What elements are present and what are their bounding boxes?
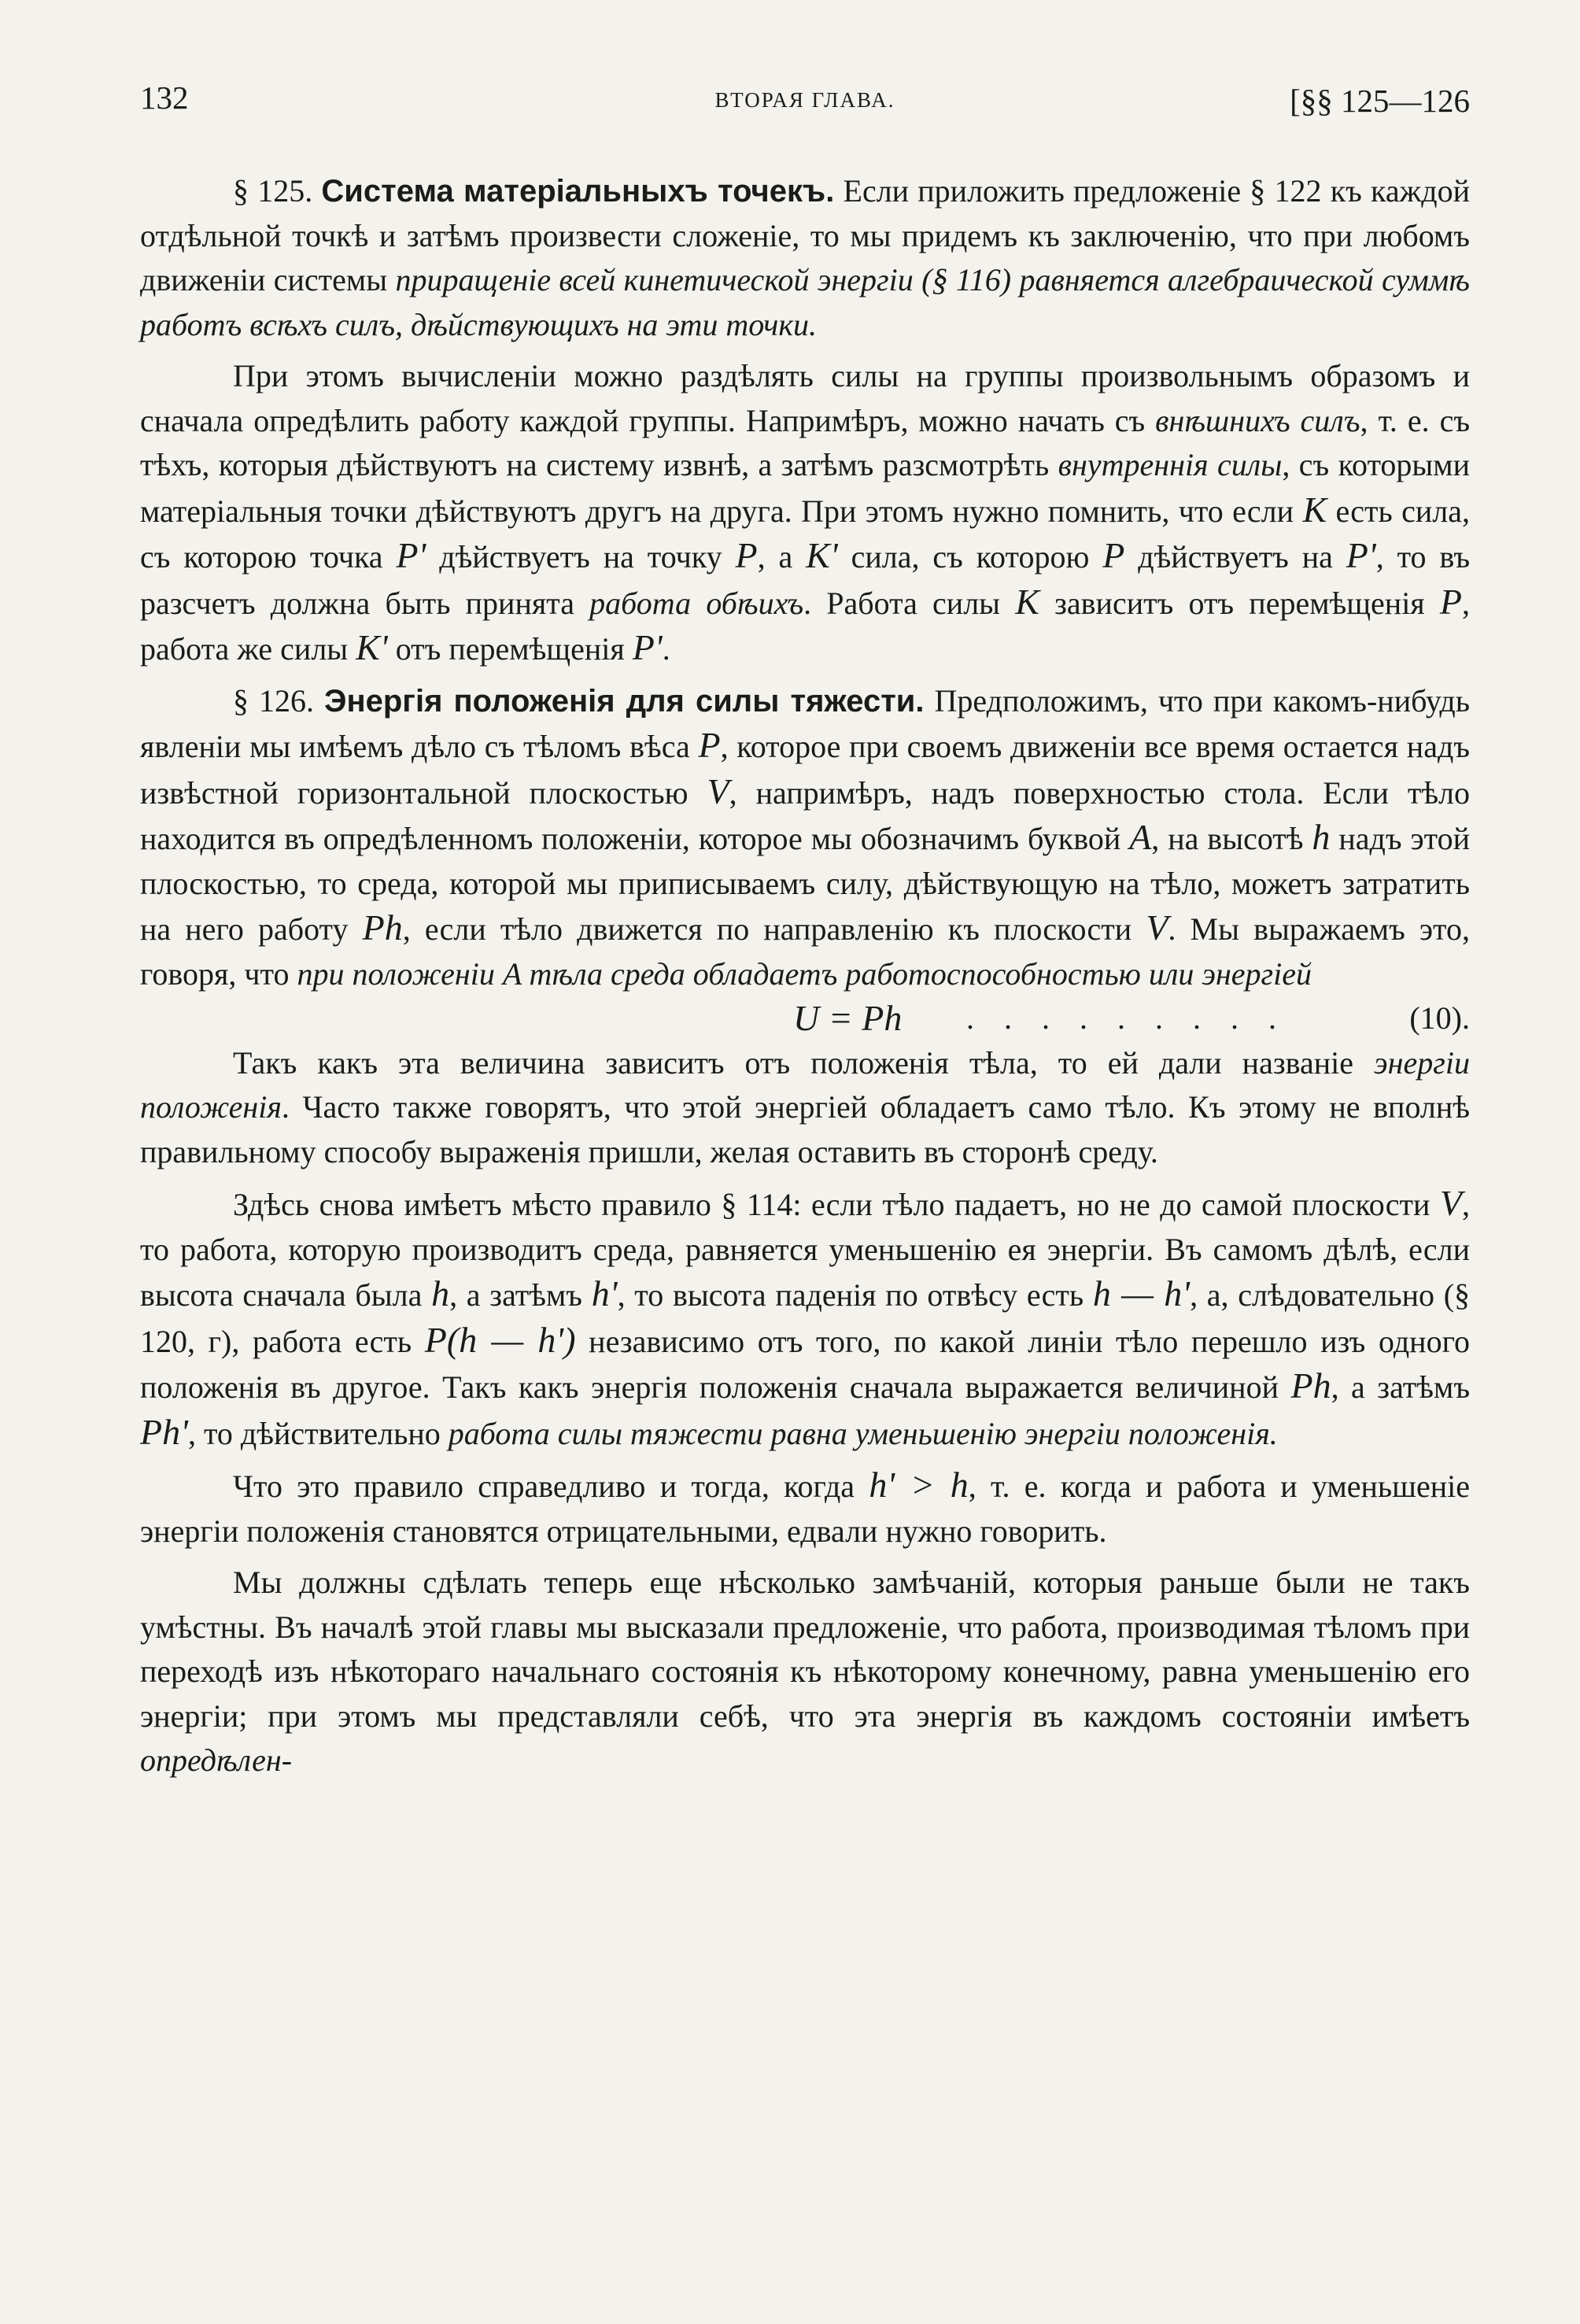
section-range: [§§ 125—126 [1290, 83, 1470, 119]
math-symbol: V [1439, 1183, 1462, 1223]
text-run: Такъ какъ эта величина зависитъ отъ положенія тѣла, то ей дали названіе [233, 1044, 1375, 1081]
section-126-heading: Энергія положенія для силы тяжести. [324, 683, 925, 719]
text-run: дѣйствуетъ на [1124, 539, 1346, 575]
text-run: сила, съ которою [837, 539, 1103, 575]
emphasis-text: работа силы тяжести равна уменьшенію энергіи положенія. [448, 1415, 1278, 1451]
math-symbol: h [1312, 817, 1331, 857]
text-run: Здѣсь снова имѣетъ мѣсто правило § 114: если тѣло падаетъ, но не до самой плоскости [233, 1187, 1440, 1222]
emphasis-text: опредѣлен- [140, 1742, 293, 1778]
math-symbol: K [1015, 581, 1039, 622]
text-run: , то въ разсчетъ должна быть принята [140, 539, 1471, 621]
text-run: зависитъ отъ перемѣщенія [1039, 585, 1440, 621]
text-run: Мы должны сдѣлать теперь еще нѣсколько замѣчаній, которыя раньше были не такъ умѣстны. Въ началѣ этой главы мы высказали предложеніе, что работа, производимая тѣломъ при переходѣ изъ нѣкотораго начальнаго состоянія къ нѣкоторому конечному, равна уменьшенію его энергіи; при этомъ мы представляли себѣ, что эта энергія въ каждомъ состояніи имѣетъ [140, 1565, 1470, 1734]
text-run: , если тѣло движется по направленію къ плоскости [402, 911, 1146, 947]
leader-dots: . . . . . . . . . [966, 1000, 1287, 1036]
math-symbol: h [431, 1273, 450, 1313]
text-run: Что это правило справедливо и тогда, когда [233, 1469, 869, 1504]
page-number: 132 [140, 79, 189, 116]
section-126-paragraph-3 [140, 1181, 1470, 1456]
text-run: есть сила, съ которою точка [140, 493, 1471, 575]
text-run: Предположимъ, что при какомъ-нибудь явленіи мы имѣемъ дѣло съ тѣломъ вѣса [140, 682, 1470, 764]
page-body [140, 169, 1470, 1783]
math-symbol: h' [591, 1273, 618, 1313]
text-run: , напримѣръ, надъ поверхностью стола. Если тѣло находится въ опредѣленномъ положеніи, которое мы обозначимъ буквой [140, 774, 1470, 856]
running-head [140, 79, 1470, 126]
emphasis-text: приращеніе всей кинетической энергіи (§ 116) равняется алгебраической суммѣ работъ всѣхъ силъ, дѣйствующихъ на эти точки. [140, 262, 1470, 342]
text-run: независимо отъ того, по какой линіи тѣло перешло изъ одного положенія въ другое. Такъ какъ энергія положенія сначала выражается величиной [140, 1323, 1470, 1405]
section-125-paragraph-1 [140, 169, 1470, 347]
text-run: , а [757, 539, 807, 575]
math-symbol: P' [1346, 535, 1376, 575]
math-symbol: Ph' [140, 1411, 188, 1452]
text-run: , а, слѣдовательно (§ 120, г), работа есть [140, 1277, 1471, 1359]
math-symbol: A [1129, 817, 1152, 857]
text-run: надъ этой плоскостью, то среда, которой мы приписываемъ силу, дѣйствующую на тѣло, можетъ затратить на него работу [140, 821, 1470, 947]
text-run: . Мы выражаемъ это, говоря, что [140, 911, 1471, 992]
text-run: , т. е. съ тѣхъ, которыя дѣйствуютъ на систему извнѣ, а затѣмъ разсмотрѣть [140, 402, 1471, 482]
section-126-paragraph-1 [140, 679, 1470, 997]
equation-10 [140, 996, 1470, 1041]
math-symbol: K [1302, 489, 1327, 530]
math-symbol: P [1102, 535, 1125, 575]
math-symbol: P' [396, 535, 426, 575]
math-expression: h' > h [869, 1465, 969, 1505]
text-run: отъ перемѣщенія [387, 631, 633, 667]
text-run: дѣйствуетъ на точку [426, 539, 736, 575]
text-run: , а затѣмъ [449, 1277, 592, 1313]
text-run: . [662, 631, 670, 667]
section-126-paragraph-5 [140, 1561, 1470, 1783]
math-symbol: Ph [1290, 1365, 1331, 1406]
math-symbol: P [1439, 581, 1463, 622]
text-run: , съ которыми матеріальныя точки дѣйствуютъ другъ на друга. При этомъ нужно помнить, что если [140, 447, 1471, 529]
emphasis-text: работа обѣихъ [589, 585, 804, 621]
emphasis-text: внутреннія силы [1058, 447, 1283, 482]
text-run: , то дѣйствительно [187, 1415, 449, 1451]
math-symbol: Ph [362, 907, 403, 948]
text-run: . Работа силы [803, 585, 1016, 621]
math-symbol: P' [632, 627, 663, 667]
section-125-heading: Система матеріальныхъ точекъ. [321, 174, 835, 209]
math-symbol: P [698, 725, 721, 765]
section-126-paragraph-2 [140, 1041, 1470, 1175]
text-run: . Часто также говорятъ, что этой энергіей обладаетъ само тѣло. Къ этому не вполнѣ правильному способу выраженія пришли, желая оставить въ сторонѣ среду. [140, 1089, 1470, 1169]
section-126-number: § 126. [233, 682, 314, 719]
emphasis-text: внѣшнихъ силъ [1155, 402, 1360, 438]
emphasis-text: энергіи положенія [140, 1044, 1470, 1125]
math-expression: h — h' [1092, 1273, 1191, 1313]
formula-energy: U = Ph [793, 998, 903, 1038]
text-run: , т. е. когда и работа и уменьшеніе энергіи положенія становятся отрицательными, едвали нужно говорить. [140, 1469, 1470, 1549]
section-125-paragraph-2 [140, 354, 1470, 672]
equation-number: (10). [1409, 1000, 1470, 1036]
text-run: , а затѣмъ [1331, 1369, 1470, 1405]
math-symbol: V [707, 770, 729, 811]
section-125-number: § 125. [233, 173, 313, 209]
chapter-title: ВТОРАЯ ГЛАВА. [714, 88, 895, 112]
text-run: , которое при своемъ движеніи все время остается надъ извѣстной горизонтальной плоскостью [140, 729, 1470, 811]
text-run: , то работа, которую производитъ среда, равняется уменьшенію ея энергіи. Въ самомъ дѣлѣ, если высота сначала была [140, 1187, 1470, 1313]
math-symbol: P [735, 535, 758, 575]
text-run: Если приложить предложеніе § 122 къ каждой отдѣльной точкѣ и затѣмъ произвести сложеніе, то мы придемъ къ заключенію, что при любомъ движеніи системы [140, 173, 1471, 297]
text-run: При этомъ вычисленіи можно раздѣлять силы на группы произвольнымъ образомъ и сначала опредѣлить работу каждой группы. Напримѣръ, можно начать съ [140, 358, 1470, 438]
math-expression: P(h — h') [424, 1319, 576, 1360]
section-126-paragraph-4 [140, 1463, 1470, 1554]
math-symbol: K' [806, 535, 838, 575]
text-run: , на высотѣ [1151, 821, 1312, 856]
text-run: , то высота паденія по отвѣсу есть [617, 1277, 1093, 1313]
emphasis-text: при положеніи A тѣла среда обладаетъ работоспособностью или энергіей [297, 955, 1312, 992]
math-symbol: K' [356, 627, 388, 667]
math-symbol: V [1146, 907, 1168, 948]
text-run: , работа же силы [140, 585, 1471, 667]
